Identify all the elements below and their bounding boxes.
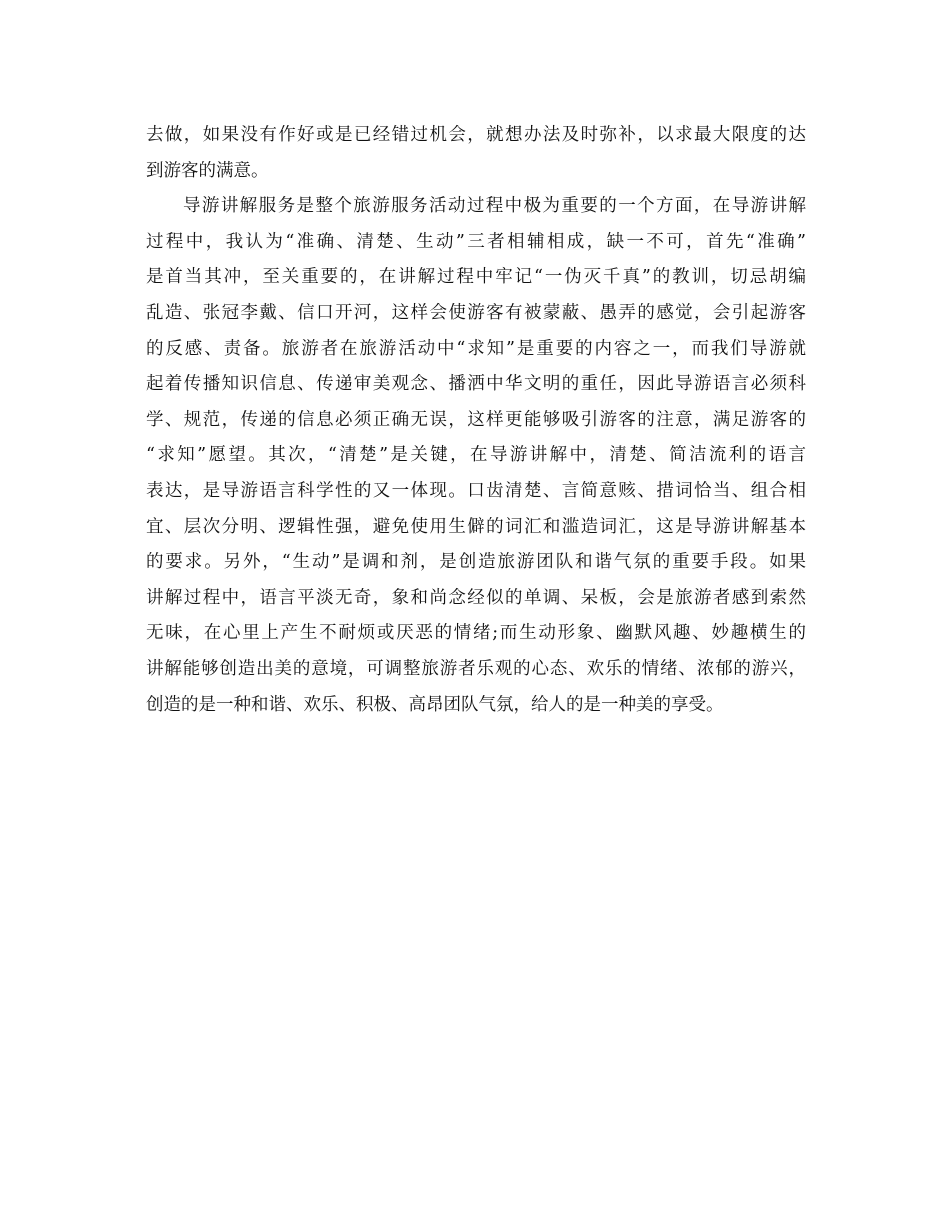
- text-line: 乱造、张冠李戴、信口开河，这样会使游客有被蒙蔽、愚弄的感觉，会引起游客: [146, 302, 806, 323]
- text-line: 宜、层次分明、逻辑性强，避免使用生僻的词汇和滥造词汇，这是导游讲解基本: [146, 516, 806, 537]
- text-line: 表达，是导游语言科学性的又一体现。口齿清楚、言简意赅、措词恰当、组合相: [146, 480, 806, 501]
- text-line: 创造的是一种和谐、欢乐、积极、高昂团队气氛，给人的是一种美的享受。: [146, 694, 724, 715]
- text-line: 的要求。另外，“生动”是调和剂，是创造旅游团队和谐气氛的重要手段。如果: [146, 552, 806, 573]
- paragraph-first-line: 导游讲解服务是整个旅游服务活动过程中极为重要的一个方面，在导游讲解: [183, 196, 806, 217]
- text-line: 学、规范，传递的信息必须正确无误，这样更能够吸引游客的注意，满足游客的: [146, 409, 806, 430]
- text-line: 起着传播知识信息、传递审美观念、播洒中华文明的重任，因此导游语言必须科: [146, 374, 806, 395]
- text-line: 讲解能够创造出美的意境，可调整旅游者乐观的心态、欢乐的情绪、浓郁的游兴，: [146, 658, 806, 679]
- text-line: 到游客的满意。: [146, 160, 269, 181]
- text-line: 去做，如果没有作好或是已经错过机会，就想办法及时弥补，以求最大限度的达: [146, 125, 806, 145]
- text-line: “求知”愿望。其次，“清楚”是关键，在导游讲解中，清楚、简洁流利的语言: [146, 445, 806, 466]
- text-line: 无味，在心里上产生不耐烦或厌恶的情绪;而生动形象、幽默风趣、妙趣横生的: [146, 623, 806, 644]
- text-line: 是首当其冲，至关重要的，在讲解过程中牢记“一伪灭千真”的教训，切忌胡编: [146, 267, 806, 288]
- text-line: 讲解过程中，语言平淡无奇，象和尚念经似的单调、呆板，会是旅游者感到索然: [146, 587, 806, 608]
- text-line: 的反感、责备。旅游者在旅游活动中“求知”是重要的内容之一，而我们导游就: [146, 338, 806, 359]
- body-text: [146, 118, 806, 723]
- text-line: 过程中，我认为“准确、清楚、生动”三者相辅相成，缺一不可，首先“准确”: [146, 231, 806, 252]
